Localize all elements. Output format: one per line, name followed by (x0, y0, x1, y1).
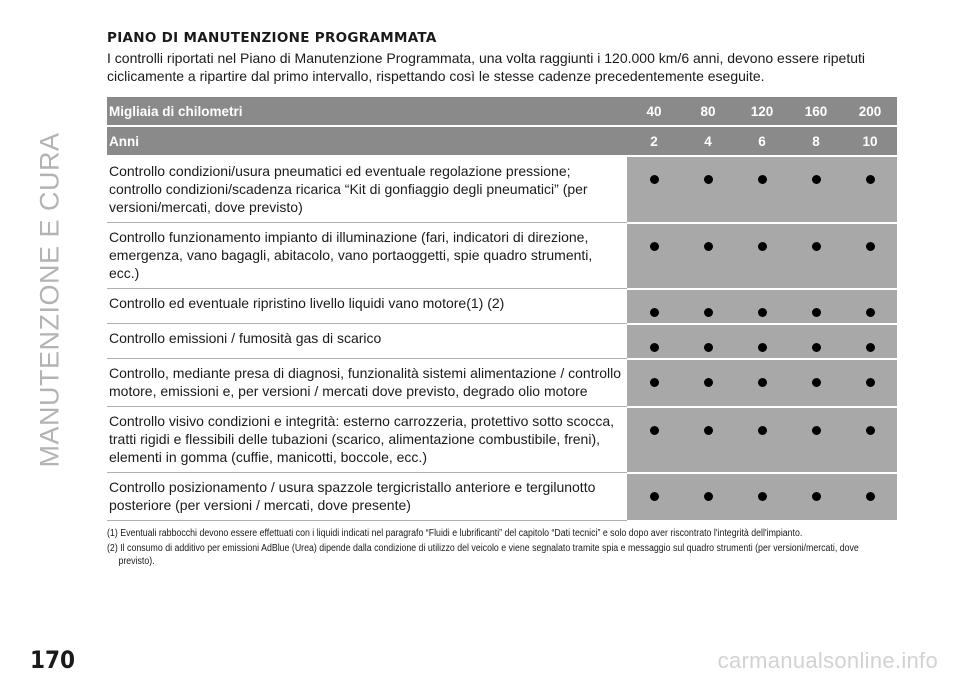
check-dot-icon (650, 492, 659, 501)
check-dot-icon (812, 426, 821, 435)
interval-cell (843, 223, 897, 289)
interval-cell (843, 289, 897, 324)
years-value: 10 (843, 126, 897, 156)
check-dot-icon (650, 308, 659, 317)
check-dot-icon (866, 426, 875, 435)
interval-cell (735, 324, 789, 359)
interval-cell (627, 223, 681, 289)
km-header-label: Migliaia di chilometri (107, 97, 627, 126)
page-number: 170 (30, 646, 76, 674)
check-dot-icon (866, 308, 875, 317)
check-dot-icon (704, 242, 713, 251)
footnote: (2) Il consumo di additivo per emissioni AdBlue (Urea) dipende dalla condizione di utilizzo del veicolo e viene segnalato tramite spia e messaggio sul quadro strumenti (per versioni/mercati, dove previsto). (107, 542, 859, 567)
interval-cell (735, 156, 789, 223)
check-dot-icon (758, 175, 767, 184)
page-content (107, 30, 897, 570)
interval-cell (735, 223, 789, 289)
check-dot-icon (866, 175, 875, 184)
maintenance-table (107, 97, 897, 522)
check-dot-icon (704, 378, 713, 387)
interval-cell (627, 407, 681, 473)
years-header-label: Anni (107, 126, 627, 156)
km-value: 40 (627, 97, 681, 126)
interval-cell (843, 156, 897, 223)
interval-cell (789, 223, 843, 289)
check-dot-icon (758, 378, 767, 387)
table-row (107, 223, 897, 289)
interval-cell (735, 407, 789, 473)
km-value: 120 (735, 97, 789, 126)
interval-cell (789, 473, 843, 521)
check-dot-icon (812, 242, 821, 251)
interval-cell (789, 407, 843, 473)
section-intro: I controlli riportati nel Piano di Manutenzione Programmata, una volta raggiunti i 120.000 km/6 anni, devono essere ripetuti ciclicamente a ripartire dal primo intervallo, rispettando così le stesse cadenze precedentemente eseguite. (107, 50, 865, 84)
check-dot-icon (704, 492, 713, 501)
interval-cell (843, 324, 897, 359)
check-description: Controllo funzionamento impianto di illuminazione (fari, indicatori di direzione, emergenza, vano bagagli, abitacolo, vano portaoggetti, spie quadro strumenti, ecc.) (107, 223, 627, 289)
interval-cell (843, 359, 897, 407)
interval-cell (789, 359, 843, 407)
check-dot-icon (866, 378, 875, 387)
watermark: carmanualsonline.info (717, 648, 938, 673)
footnotes (107, 527, 897, 568)
check-dot-icon (704, 426, 713, 435)
table-row (107, 289, 897, 324)
check-dot-icon (758, 308, 767, 317)
interval-cell (843, 407, 897, 473)
check-dot-icon (866, 343, 875, 352)
check-dot-icon (650, 426, 659, 435)
table-row (107, 156, 897, 223)
check-dot-icon (758, 492, 767, 501)
check-dot-icon (650, 175, 659, 184)
check-dot-icon (758, 343, 767, 352)
interval-cell (627, 473, 681, 521)
check-dot-icon (812, 492, 821, 501)
interval-cell (627, 289, 681, 324)
check-dot-icon (758, 242, 767, 251)
section-title: PIANO DI MANUTENZIONE PROGRAMMATA (107, 30, 437, 46)
check-dot-icon (650, 378, 659, 387)
table-row (107, 473, 897, 521)
footnote: (1) Eventuali rabbocchi devono essere effettuati con i liquidi indicati nel paragrafo “Fluidi e lubrificanti” del capitolo “Dati tecnici” e solo dopo aver riscontrato l'integrità dell'impianto. (107, 527, 803, 539)
interval-cell (735, 289, 789, 324)
check-dot-icon (704, 308, 713, 317)
interval-cell (735, 359, 789, 407)
interval-cell (681, 223, 735, 289)
interval-cell (627, 324, 681, 359)
check-dot-icon (704, 175, 713, 184)
km-value: 160 (789, 97, 843, 126)
check-description: Controllo, mediante presa di diagnosi, funzionalità sistemi alimentazione / controllo motore, emissioni e, per versioni / mercati dove previsto, degrado olio motore (107, 359, 627, 407)
check-dot-icon (812, 343, 821, 352)
interval-cell (681, 324, 735, 359)
check-dot-icon (866, 492, 875, 501)
interval-cell (735, 473, 789, 521)
check-description: Controllo posizionamento / usura spazzole tergicristallo anteriore e tergilunotto posteriore (per versioni / mercati, dove presente) (107, 473, 627, 521)
interval-cell (681, 289, 735, 324)
interval-cell (627, 156, 681, 223)
years-value: 8 (789, 126, 843, 156)
table-row (107, 324, 897, 359)
check-description: Controllo ed eventuale ripristino livello liquidi vano motore(1) (2) (107, 289, 627, 324)
check-dot-icon (704, 343, 713, 352)
years-value: 2 (627, 126, 681, 156)
table-row (107, 359, 897, 407)
km-header-row (107, 97, 897, 126)
check-dot-icon (758, 426, 767, 435)
interval-cell (681, 156, 735, 223)
check-dot-icon (812, 308, 821, 317)
km-value: 200 (843, 97, 897, 126)
check-description: Controllo visivo condizioni e integrità: esterno carrozzeria, protettivo sotto scocca, tratti rigidi e flessibili delle tubazioni (scarico, alimentazione combustibile, freni), elementi in gomma (cuffie, manicotti, boccole, ecc.) (107, 407, 627, 473)
check-dot-icon (650, 242, 659, 251)
years-header-row (107, 126, 897, 156)
interval-cell (627, 359, 681, 407)
years-value: 6 (735, 126, 789, 156)
check-dot-icon (650, 343, 659, 352)
check-dot-icon (812, 175, 821, 184)
interval-cell (681, 359, 735, 407)
interval-cell (843, 473, 897, 521)
years-value: 4 (681, 126, 735, 156)
chapter-side-tab: MANUTENZIONE E CURA (34, 132, 65, 468)
check-dot-icon (812, 378, 821, 387)
interval-cell (681, 473, 735, 521)
table-row (107, 407, 897, 473)
interval-cell (681, 407, 735, 473)
interval-cell (789, 324, 843, 359)
check-dot-icon (866, 242, 875, 251)
interval-cell (789, 156, 843, 223)
km-value: 80 (681, 97, 735, 126)
interval-cell (789, 289, 843, 324)
check-description: Controllo condizioni/usura pneumatici ed eventuale regolazione pressione; controllo condizioni/scadenza ricarica “Kit di gonfiaggio degli pneumatici” (per versioni/mercati, dove previsto) (107, 156, 627, 223)
check-description: Controllo emissioni / fumosità gas di scarico (107, 324, 627, 359)
